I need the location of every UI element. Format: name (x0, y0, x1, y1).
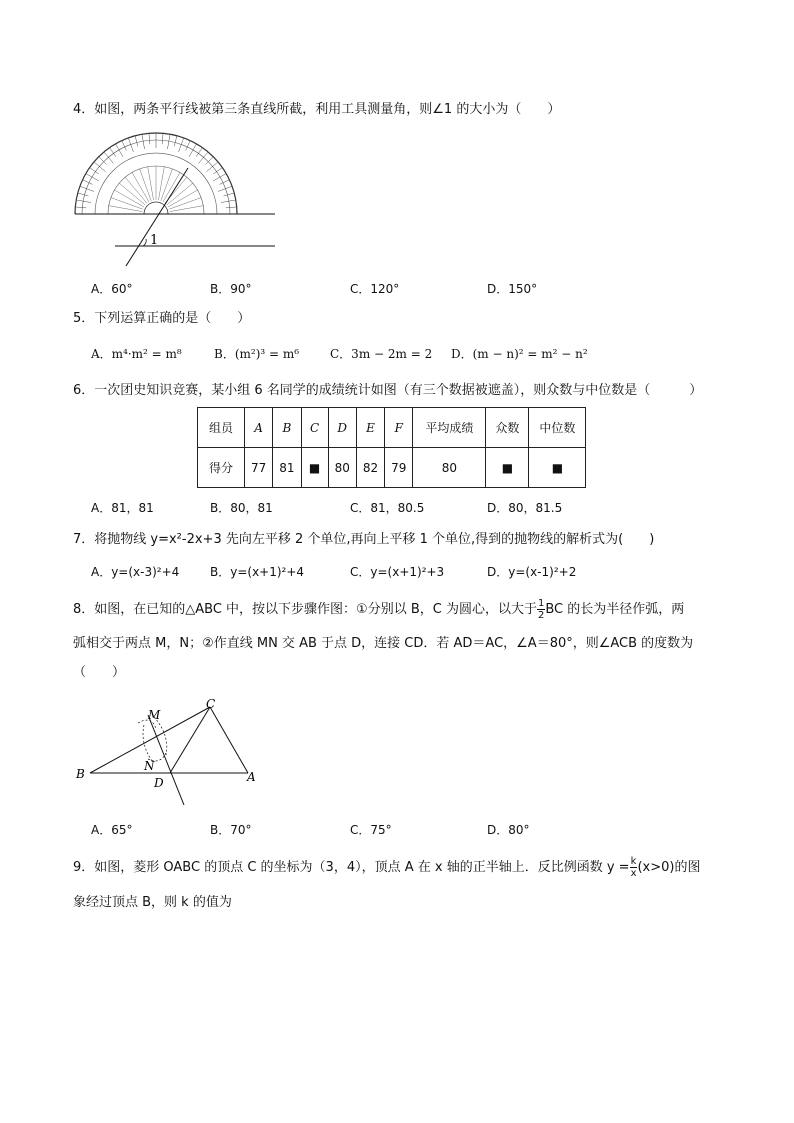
protractor-tick (99, 157, 107, 165)
protractor-tick (116, 144, 124, 157)
protractor-ray (125, 177, 147, 203)
protractor-tick (76, 200, 91, 203)
protractor-tick (167, 134, 170, 149)
protractor-ray (148, 167, 154, 200)
q4-option-c[interactable]: C．120° (350, 282, 400, 296)
q7-option-b[interactable]: B．y=(x+1)²+4 (210, 565, 305, 579)
q5-stem: 5．下列运算正确的是（ ） (73, 311, 251, 326)
q9-stem-line2: 象经过顶点 B，则 k 的值为 (73, 895, 232, 910)
table-header-row (198, 408, 586, 448)
protractor-tick (149, 133, 150, 144)
frac-numerator: k (630, 856, 637, 867)
protractor-tick (207, 162, 218, 172)
label-m: M (148, 708, 161, 722)
frac-numerator: 1 (537, 598, 545, 609)
protractor-tick (186, 141, 191, 151)
table-cell: 80 (328, 448, 356, 488)
frac-denominator: 2 (537, 610, 545, 621)
q6-option-c[interactable]: C．81，80.5 (350, 501, 425, 515)
protractor-tick (213, 174, 226, 182)
segment-cd (170, 707, 210, 773)
protractor-figure (70, 132, 280, 272)
angle-1-arc (143, 239, 146, 246)
q7-option-d[interactable]: D．y=(x-1)²+2 (487, 565, 577, 579)
table-cell: 79 (385, 448, 413, 488)
label-n: N (144, 759, 155, 773)
score-table (197, 407, 586, 488)
table-cell: 众数 (486, 408, 529, 448)
q6-option-d[interactable]: D．80，81.5 (487, 501, 563, 515)
q5-option-d[interactable]: D．(m − n)² = m² − n² (451, 347, 588, 361)
protractor-ray (170, 206, 203, 212)
q5-option-b[interactable]: B．(m²)³ = m⁶ (214, 347, 300, 361)
q8-option-b[interactable]: B．70° (210, 823, 252, 837)
q6-stem: 6．一次团史知识竞赛，某小组 6 名同学的成绩统计如图（有三个数据被遮盖），则众数与中位数是（ ） (73, 383, 703, 398)
protractor-tick (189, 144, 197, 157)
q8-option-d[interactable]: D．80° (487, 823, 530, 837)
protractor-tick (205, 157, 213, 165)
q7-stem: 7．将抛物线 y=x²-2x+3 先向左平移 2 个单位,再向上平移 1 个单位,得到的抛物线的解析式为( ) (73, 532, 655, 547)
protractor-ray (169, 198, 201, 210)
protractor-tick (75, 207, 86, 208)
protractor-ray (163, 172, 180, 201)
q4-option-a[interactable]: A．60° (91, 282, 133, 296)
label-c: C (206, 697, 216, 711)
table-cell: ■ (529, 448, 586, 488)
table-cell: C (301, 408, 328, 448)
table-cell: E (356, 408, 384, 448)
label-b: B (76, 767, 85, 781)
q4-option-d[interactable]: D．150° (487, 282, 538, 296)
q7-option-c[interactable]: C．y=(x+1)²+3 (350, 565, 445, 579)
table-cell: 中位数 (529, 408, 586, 448)
table-cell: 77 (245, 448, 273, 488)
protractor-tick (142, 134, 145, 149)
table-cell: 平均成绩 (413, 408, 486, 448)
table-cell: D (328, 408, 356, 448)
table-cell: 组员 (198, 408, 245, 448)
protractor-tick (162, 133, 163, 144)
protractor-tick (198, 152, 208, 163)
table-cell: 80 (413, 448, 486, 488)
q9-stem-part1: 9．如图，菱形 OABC 的顶点 C 的坐标为（3，4），顶点 A 在 x 轴的正半轴上．反比例函数 y = (73, 860, 630, 875)
q6-option-b[interactable]: B．80，81 (210, 501, 273, 515)
angle-1-label: 1 (150, 233, 159, 248)
table-cell: 得分 (198, 448, 245, 488)
protractor-tick (224, 193, 235, 196)
protractor-tick (122, 141, 127, 151)
protractor-ray (109, 206, 142, 212)
q4-stem: 4．如图，两条平行线被第三条直线所截，利用工具测量角，则∠1 的大小为（ ） (73, 102, 561, 117)
q6-option-a[interactable]: A．81，81 (91, 501, 154, 515)
q9-stem-part2: (x>0)的图 (637, 860, 701, 875)
protractor-ray (114, 190, 143, 207)
table-cell: ■ (301, 448, 328, 488)
table-cell: F (385, 408, 413, 448)
table-cell: A (245, 408, 273, 448)
protractor-ray (132, 172, 149, 201)
protractor-tick (86, 174, 99, 182)
protractor-ray (140, 169, 152, 201)
q8-stem-line1 (73, 598, 684, 621)
protractor-ray (158, 167, 164, 200)
q8-option-a[interactable]: A．65° (91, 823, 133, 837)
q8-stem-line2: 弧相交于两点 M，N；②作直线 MN 交 AB 于点 D，连接 CD．若 AD＝AC，∠A＝80°，则∠ACB 的度数为 (73, 636, 694, 651)
q9-stem-line1 (73, 856, 701, 879)
q8-stem-line3: （ ） (73, 665, 126, 680)
protractor-tick (221, 200, 236, 203)
table-data-row (198, 448, 586, 488)
protractor-tick (174, 136, 177, 147)
q5-option-c[interactable]: C．3m − 2m = 2 (330, 347, 433, 361)
protractor-tick (226, 207, 237, 208)
protractor-ray (119, 183, 145, 205)
label-d: D (154, 776, 164, 790)
protractor-ray (111, 198, 143, 210)
table-cell: ■ (486, 448, 529, 488)
protractor-tick (135, 136, 138, 147)
protractor-tick (83, 180, 93, 185)
protractor-tick (94, 162, 105, 172)
protractor-tick (104, 152, 114, 163)
transversal-line (126, 168, 188, 266)
q8-stem-part2: BC 的长为半径作弧，两 (545, 602, 685, 617)
q4-option-b[interactable]: B．90° (210, 282, 252, 296)
protractor-ray (167, 183, 193, 205)
q5-option-a[interactable]: A．m⁴·m² = m⁸ (91, 347, 182, 361)
protractor-tick (219, 180, 229, 185)
protractor-tick (78, 193, 89, 196)
table-cell: B (273, 408, 301, 448)
q8-option-c[interactable]: C．75° (350, 823, 392, 837)
triangle-figure (70, 695, 270, 805)
frac-denominator: x (630, 868, 637, 879)
label-a: A (247, 770, 256, 784)
table-cell: 81 (273, 448, 301, 488)
segment-ca (210, 707, 248, 773)
table-cell: 82 (356, 448, 384, 488)
q8-stem-part1: 8．如图，在已知的△ABC 中，按以下步骤作图：①分别以 B，C 为圆心，以大于 (73, 602, 537, 617)
q7-option-a[interactable]: A．y=(x-3)²+4 (91, 565, 180, 579)
